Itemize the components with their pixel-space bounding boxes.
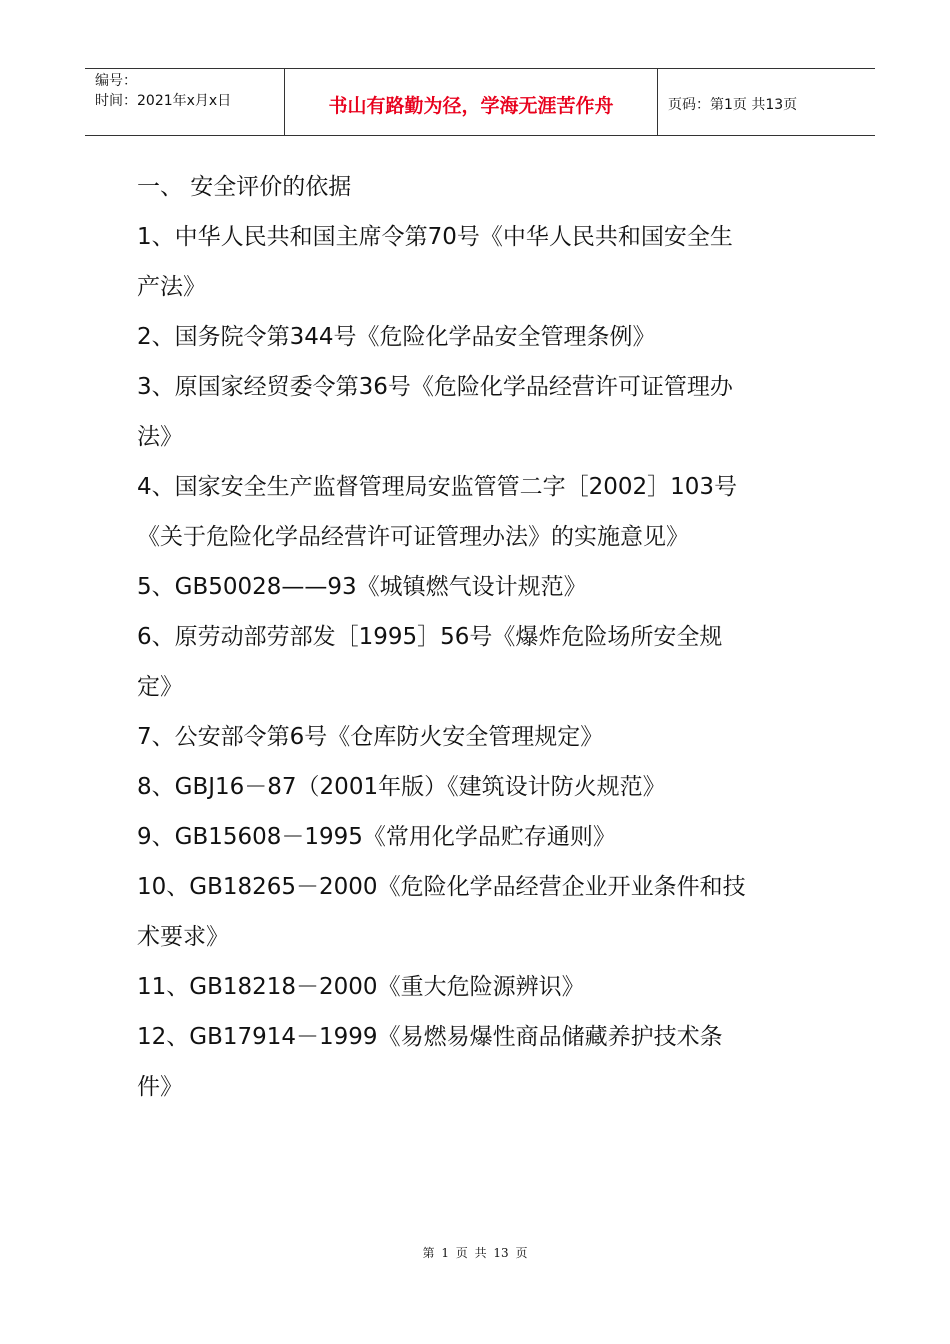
text-line: 产法》 xyxy=(137,274,206,300)
text-line: 5、GB50028——93《城镇燃气设计规范》 xyxy=(137,574,587,600)
header-table xyxy=(85,68,875,136)
text-line: 10、GB18265－2000《危险化学品经营企业开业条件和技 xyxy=(137,874,746,900)
text-line: 法》 xyxy=(137,424,183,450)
header-page-info: 页码：第1页 共13页 xyxy=(668,97,798,113)
text-line: 6、原劳动部劳部发［1995］56号《爆炸危险场所安全规 xyxy=(137,624,723,650)
text-line: 件》 xyxy=(137,1074,183,1100)
text-line: 术要求》 xyxy=(137,924,229,950)
section-heading: 一、 安全评价的依据 xyxy=(137,174,352,200)
document-number-label: 编号： xyxy=(95,73,137,89)
text-line: 定》 xyxy=(137,674,183,700)
text-line: 12、GB17914－1999《易燃易爆性商品储藏养护技术条 xyxy=(137,1024,723,1050)
text-line: 2、国务院令第344号《危险化学品安全管理条例》 xyxy=(137,324,656,350)
text-line: 11、GB18218－2000《重大危险源辨识》 xyxy=(137,974,585,1000)
text-line: 7、公安部令第6号《仓库防火安全管理规定》 xyxy=(137,724,604,750)
page-footer: 第 1 页 共 13 页 xyxy=(422,1246,528,1260)
text-line: 8、GBJ16－87（2001年版）《建筑设计防火规范》 xyxy=(137,774,666,800)
text-line: 3、原国家经贸委令第36号《危险化学品经营许可证管理办 xyxy=(137,374,733,400)
document-time-label: 时间：2021年x月x日 xyxy=(95,93,232,109)
text-line: 9、GB15608－1995《常用化学品贮存通则》 xyxy=(137,824,616,850)
document-body xyxy=(137,162,827,1112)
text-line: 4、国家安全生产监督管理局安监管管二字［2002］103号 xyxy=(137,474,738,500)
text-line: 1、中华人民共和国主席令第70号《中华人民共和国安全生 xyxy=(137,224,733,250)
header-motto: 书山有路勤为径，学海无涯苦作舟 xyxy=(285,69,658,135)
text-line: 《关于危险化学品经营许可证管理办法》的实施意见》 xyxy=(137,524,689,550)
header-meta-cell xyxy=(85,69,285,135)
